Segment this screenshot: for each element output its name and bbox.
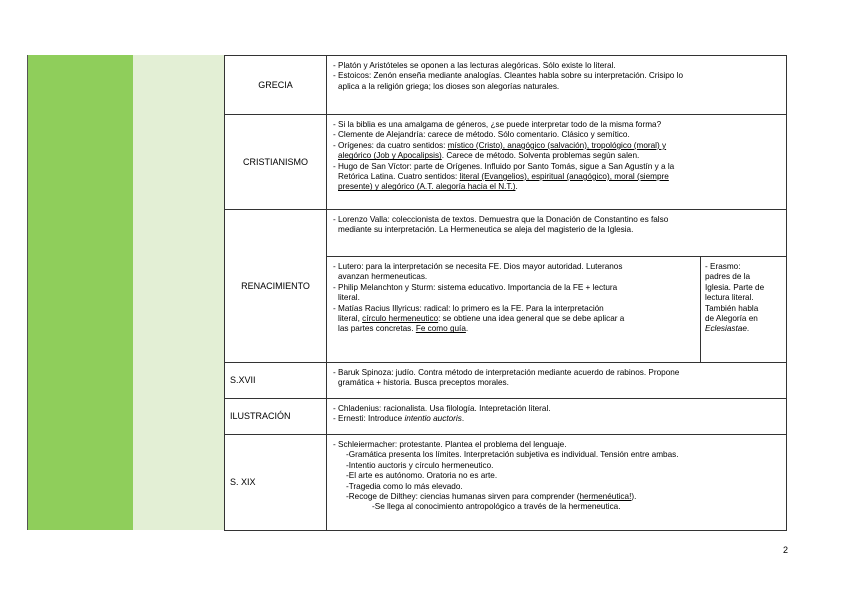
italic-text: Eclesiastae [705,324,747,334]
text-line: - Orígenes: da cuatro sentidos: místico (Cristo), anagógico (salvación), tropológico (moral) y [333,140,667,150]
text-line: lectura literal. [705,293,754,303]
text-line: - Platón y Aristóteles se oponen a las lecturas alegóricas. Sólo existe lo literal. [333,61,616,70]
text-line: También habla [705,303,759,313]
text-line: - Schleiermacher: protestante. Plantea el problema del lenguaje. [333,440,567,449]
text-line: - Ernesti: Introduce intentio auctoris. [333,414,465,424]
text-line: alegórico (Job y Apocalipsis). Carece de método. Solventa problemas según salen. [338,151,640,161]
text-line: literal. [338,293,360,303]
table-row-cristianismo [225,115,787,210]
period-content-ilustracion [327,399,787,435]
text-line: - Estoicos: Zenón enseña mediante analogías. Cleantes habla sobre su interpretación. Crisipo lo [333,71,683,81]
period-label-sxvii: S.XVII [225,363,327,399]
text-line: literal, círculo hermeneutico: se obtiene una idea general que se debe aplicar a [338,314,625,324]
period-label-sxix: S. XIX [225,435,327,531]
period-label-renacimiento: RENACIMIENTO [225,210,327,363]
table-row-sxvii [225,363,787,399]
underlined-text: círculo hermeneutico [362,314,439,324]
text-line: presente) y alegórico (A.T. alegoría hacia el N.T.). [338,182,518,192]
history-table [224,55,787,531]
text-line: -El arte es autónomo. Oratoria no es arte. [346,471,498,481]
text-line: Retórica Latina. Cuatro sentidos: literal (Evangelios), espiritual (anagógico), moral (siempre [338,172,669,182]
italic-text: intentio auctoris [404,414,462,424]
period-label-grecia: GRECIA [225,56,327,115]
text-line: - Hugo de San Víctor: parte de Orígenes. Influido por Santo Tomás, sigue a San Agustín y a la [333,161,675,171]
light-green-side-band [133,55,224,530]
underlined-text: Fe como guía [415,324,466,334]
text-line: - Chladenius: racionalista. Usa filología. Intepretación literal. [333,404,551,413]
text-line: -Intentio auctoris y círculo hermeneutico. [346,460,494,470]
table-row-grecia [225,56,787,115]
period-content-cristianismo [327,115,787,210]
text-line: -Se llega al conocimiento antropológico a través de la hermeneutica. [372,502,621,512]
text-line: - Philip Melanchton y Sturm: sistema educativo. Importancia de la FE + lectura [333,282,618,292]
text-line: - Matías Racius Illyricus: radical: lo primero es la FE. Para la interpretación [333,303,604,313]
text-line: avanzan hermeneuticas. [338,272,428,282]
underlined-text: místico (Cristo), anagógico (salvación), tropológico (moral) y [447,140,667,150]
page-number: 2 [783,545,789,555]
underlined-text: presente) y alegórico (A.T. alegoría hacia el N.T.) [338,182,516,192]
text-line: Eclesiastae. [705,324,750,334]
underlined-text: hermenéutica! [579,492,632,502]
text-line: - Lorenzo Valla: coleccionista de textos. Demuestra que la Donación de Constantino es falso [333,215,669,224]
period-content-sxvii [327,363,787,399]
period-label-ilustracion: ILUSTRACIÓN [225,399,327,435]
green-side-band [27,55,133,530]
text-line: las partes concretas. Fe como guía. [338,324,469,334]
text-line: gramática + historia. Busca preceptos morales. [338,378,509,388]
left-border-line [27,55,28,530]
underlined-text: literal (Evangelios), espiritual (anagógico), moral (siempre [459,172,669,182]
table-row-renacimiento-top [225,210,787,257]
text-line: padres de la [705,272,751,282]
text-line: - Clemente de Alejandría: carece de método. Sólo comentario. Clásico y semítico. [333,130,630,140]
text-line: Iglesia. Parte de [705,282,765,292]
text-line: aplica a la religión griega; los dioses son alegorías naturales. [338,81,560,91]
text-line: -Tragedia como lo más elevado. [346,481,463,491]
text-line: -Gramática presenta los límites. Interpretación subjetiva es individual. Tensión entre ambas. [346,450,679,460]
period-content-renacimiento-reforma [327,257,701,363]
text-line: -Recoge de Dilthey: ciencias humanas sirven para comprender (hermenéutica!). [346,492,637,502]
text-line: mediante su interpretación. La Hermeneutica se aleja del magisterio de la Iglesia. [338,225,634,235]
text-line: - Lutero: para la interpretación se necesita FE. Dios mayor autoridad. Luteranos [333,262,623,271]
text-line: - Erasmo: [705,262,741,271]
text-line: - Si la biblia es una amalgama de géneros, ¿se puede interpretar todo de la misma forma? [333,120,662,129]
text-line: - Baruk Spinoza: judío. Contra método de interpretación mediante acuerdo de rabinos. Propone [333,368,680,377]
table-row-sxix [225,435,787,531]
period-label-cristianismo: CRISTIANISMO [225,115,327,210]
period-content-renacimiento-valla [327,210,787,257]
underlined-text: alegórico (Job y Apocalipsis) [338,151,442,161]
text-line: de Alegoría en [705,314,758,324]
period-content-sxix [327,435,787,531]
period-sidenote-erasmo [701,257,787,363]
table-row-ilustracion [225,399,787,435]
period-content-grecia [327,56,787,115]
